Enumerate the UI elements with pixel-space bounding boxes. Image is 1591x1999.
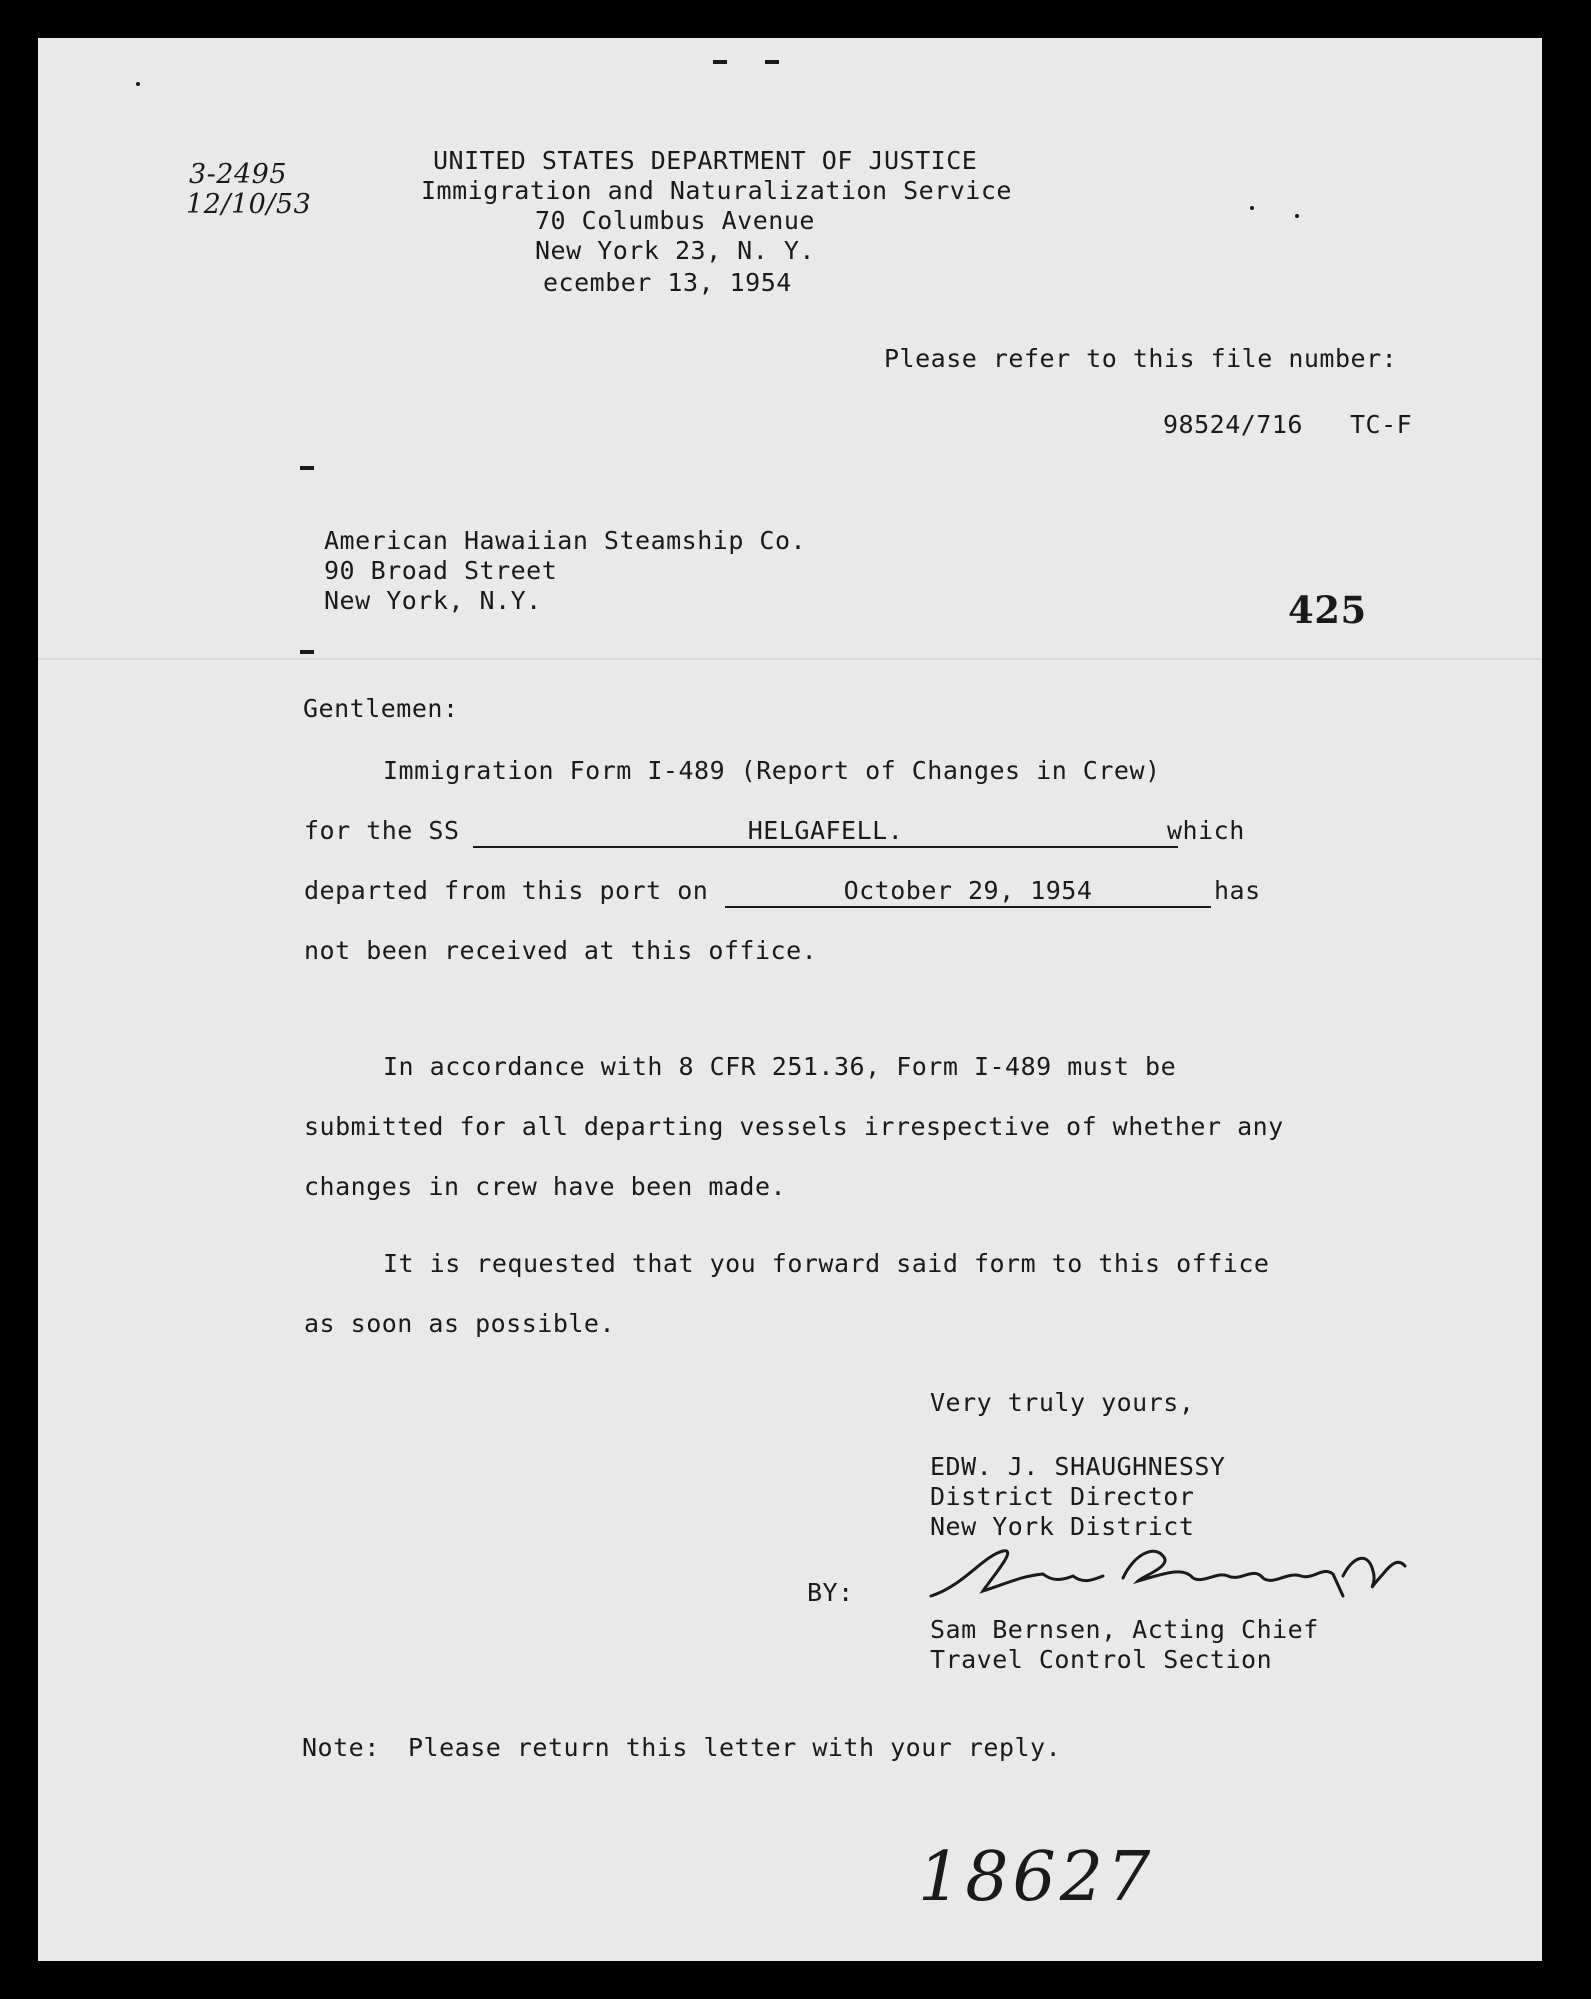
director-title: District Director bbox=[930, 1482, 1195, 1511]
body-has: has bbox=[1214, 876, 1261, 905]
body-p3-line2: as soon as possible. bbox=[304, 1309, 616, 1338]
file-ref-label: Please refer to this file number: bbox=[884, 344, 1398, 373]
signer-section: Travel Control Section bbox=[930, 1645, 1273, 1674]
director-name: EDW. J. SHAUGHNESSY bbox=[930, 1452, 1226, 1481]
letterhead-department: UNITED STATES DEPARTMENT OF JUSTICE bbox=[433, 146, 978, 175]
stray-mark bbox=[136, 82, 140, 86]
letterhead-street: 70 Columbus Avenue bbox=[535, 206, 815, 235]
address-company: American Hawaiian Steamship Co. bbox=[324, 526, 807, 555]
note-label: Note: bbox=[302, 1733, 380, 1762]
body-which: which bbox=[1167, 816, 1245, 845]
address-street: 90 Broad Street bbox=[324, 556, 558, 585]
director-district: New York District bbox=[930, 1512, 1195, 1541]
letterhead-city: New York 23, N. Y. bbox=[535, 236, 815, 265]
handwritten-number: 18627 bbox=[918, 1838, 1155, 1917]
file-number: 98524/716 bbox=[1163, 410, 1303, 439]
body-p1-line1: Immigration Form I-489 (Report of Changes in Crew) bbox=[383, 756, 1161, 785]
letterhead-service: Immigration and Naturalization Service bbox=[421, 176, 1012, 205]
stray-mark bbox=[713, 60, 727, 64]
body-p2-line1: In accordance with 8 CFR 251.36, Form I-489 must be bbox=[383, 1052, 1177, 1081]
ship-name: HELGAFELL. bbox=[473, 816, 1178, 848]
stray-mark bbox=[1250, 206, 1254, 210]
body-p2-line3: changes in crew have been made. bbox=[304, 1172, 787, 1201]
departure-date: October 29, 1954 bbox=[725, 876, 1211, 908]
address-city: New York, N.Y. bbox=[324, 586, 542, 615]
stamp-number: 425 bbox=[1288, 588, 1367, 632]
by-label: BY: bbox=[807, 1578, 854, 1607]
margin-note-date: 12/10/53 bbox=[186, 189, 312, 220]
salutation: Gentlemen: bbox=[303, 694, 459, 723]
body-for-the-ss: for the SS bbox=[304, 816, 460, 845]
body-p3-line1: It is requested that you forward said form to this office bbox=[383, 1249, 1270, 1278]
signature-mark bbox=[923, 1536, 1413, 1616]
body-departed: departed from this port on bbox=[304, 876, 709, 905]
signer-name: Sam Bernsen, Acting Chief bbox=[930, 1615, 1319, 1644]
margin-note-file: 3-2495 bbox=[189, 159, 288, 190]
fold-line bbox=[38, 658, 1542, 660]
letter-date: ecember 13, 1954 bbox=[543, 268, 792, 297]
stray-mark bbox=[765, 60, 779, 64]
valediction: Very truly yours, bbox=[930, 1388, 1195, 1417]
letter-page bbox=[38, 38, 1542, 1961]
dash-mark bbox=[300, 650, 314, 654]
note-text: Please return this letter with your reply. bbox=[408, 1733, 1062, 1762]
dash-mark bbox=[300, 466, 314, 470]
file-code: TC-F bbox=[1350, 410, 1413, 439]
body-p2-line2: submitted for all departing vessels irrespective of whether any bbox=[304, 1112, 1284, 1141]
body-p1-line4: not been received at this office. bbox=[304, 936, 818, 965]
stray-mark bbox=[1295, 214, 1299, 218]
